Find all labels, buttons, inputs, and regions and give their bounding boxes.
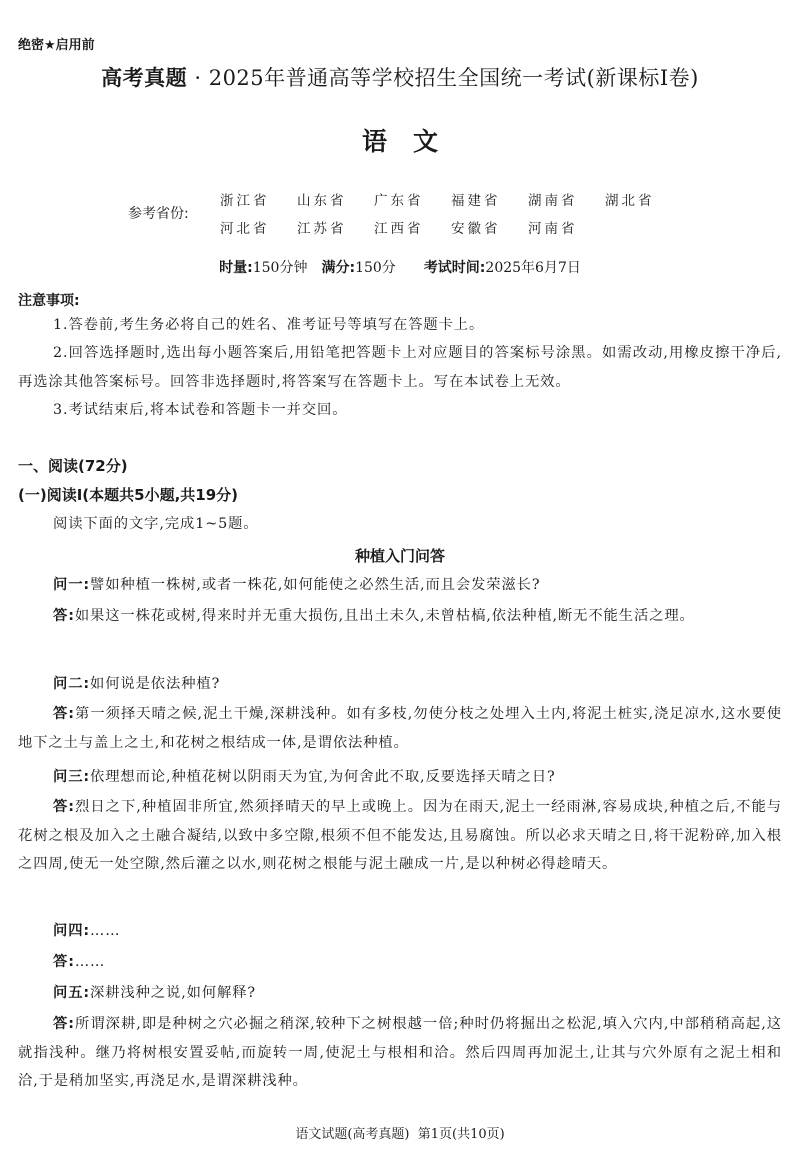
qa-answer-4 xyxy=(18,948,782,977)
qa-answer-5 xyxy=(18,1010,782,1096)
subject-title: 语文 xyxy=(361,127,464,156)
qa-answer-3 xyxy=(18,793,782,879)
reading-instruction: 阅读下面的文字,完成1~5题。 xyxy=(53,516,259,532)
exam-meta xyxy=(0,257,800,277)
province: 广东省 xyxy=(374,193,424,209)
qa-text: 依理想而论,种植花树以阴雨天为宜,为何舍此不取,反要选择天晴之日? xyxy=(90,769,556,785)
score-value: 150分 xyxy=(355,260,396,276)
qa-question-4 xyxy=(18,917,782,946)
qa-text: 如果这一株花或树,得来时并无重大损伤,且出土未久,未曾枯槁,依法种植,断无不能生活之理。 xyxy=(74,608,695,624)
qa-label: 问四: xyxy=(53,923,91,939)
subsection-heading: (一)阅读Ⅰ(本题共5小题,共19分) xyxy=(18,486,239,504)
province: 浙江省 xyxy=(220,193,270,209)
qa-text: …… xyxy=(74,954,106,970)
notice-item-3: 3.考试结束后,将本试卷和答题卡一并交回。 xyxy=(53,402,348,418)
qa-label: 答: xyxy=(53,1016,75,1032)
province: 河南省 xyxy=(528,221,578,237)
notice-item-2: 2.回答选择题时,选出每小题答案后,用铅笔把答题卡上对应题目的答案标号涂黑。如需改动,用橡皮擦干净后,再选涂其他答案标号。回答非选择题时,将答案写在答题卡上。写在本试卷上无效。 xyxy=(18,345,782,390)
province: 湖北省 xyxy=(605,193,655,209)
exam-title xyxy=(0,62,800,92)
province: 江西省 xyxy=(374,221,424,237)
qa-question-1 xyxy=(18,571,782,600)
provinces-label: 参考省份: xyxy=(128,206,189,222)
classified-label: 绝密★启用前 xyxy=(18,38,95,53)
qa-question-3 xyxy=(18,763,782,792)
duration-label: 时量: xyxy=(219,260,253,276)
qa-text: 如何说是依法种植? xyxy=(90,676,221,692)
article-title: 种植入门问答 xyxy=(354,547,445,565)
qa-text: 所谓深耕,即是种树之穴必掘之稍深,较种下之树根越一倍;种时仍将掘出之松泥,填入穴内,中部稍稍高起,这就指浅种。继乃将树根安置妥帖,而旋转一周,使泥土与根相和洽。然后四周再加泥土,让其与穴外原有之泥土相和洽,于是稍加坚实,再浇足水,是谓深耕浅种。 xyxy=(18,1016,782,1089)
qa-question-2 xyxy=(18,670,782,699)
qa-label: 问二: xyxy=(53,676,91,692)
qa-question-5 xyxy=(18,979,782,1008)
section-heading: 一、阅读(72分) xyxy=(18,457,128,475)
qa-text: 第一须择天晴之候,泥土干燥,深耕浅种。如有多枝,勿使分枝之处埋入土内,将泥土桩实,浇足凉水,这水要使地下之土与盖上之土,和花树之根结成一体,是谓依法种植。 xyxy=(18,706,782,751)
province: 湖南省 xyxy=(528,193,578,209)
province: 福建省 xyxy=(451,193,501,209)
qa-answer-1 xyxy=(18,602,782,631)
qa-answer-2 xyxy=(18,700,782,757)
provinces-row-1 xyxy=(220,189,682,209)
date-value: 2025年6月7日 xyxy=(485,260,581,276)
qa-label: 问一: xyxy=(53,577,91,593)
date-label: 考试时间: xyxy=(423,260,486,276)
exam-title-brand: 高考真题 xyxy=(101,66,188,90)
qa-text: …… xyxy=(90,923,121,939)
qa-label: 答: xyxy=(53,706,75,722)
exam-title-rest: 2025年普通高等学校招生全国统一考试(新课标Ⅰ卷) xyxy=(208,66,699,90)
exam-title-separator: · xyxy=(187,66,209,90)
qa-text: 深耕浅种之说,如何解释? xyxy=(90,985,256,1001)
provinces-row-2 xyxy=(220,217,605,237)
province: 安徽省 xyxy=(451,221,501,237)
province: 山东省 xyxy=(297,193,347,209)
notice-item-1: 1.答卷前,考生务必将自己的姓名、准考证号等填写在答题卡上。 xyxy=(53,317,485,333)
duration-value: 150分钟 xyxy=(252,260,308,276)
qa-label: 答: xyxy=(53,799,75,815)
province: 河北省 xyxy=(220,221,270,237)
notice-heading: 注意事项: xyxy=(18,293,80,309)
qa-text: 烈日之下,种植固非所宜,然须择晴天的早上或晚上。因为在雨天,泥土一经雨淋,容易成块,种植之后,不能与花树之根及加入之土融合凝结,以致中多空隙,根须不但不能发达,且易腐蚀。所以必求天晴之日,将干泥粉碎,加入根之四周,使无一处空隙,然后灌之以水,则花树之根能与泥土融成一片,是以种树必得趁晴天。 xyxy=(18,799,782,872)
page-footer: 语文试题(高考真题) 第1页(共10页) xyxy=(295,1127,505,1142)
qa-label: 答: xyxy=(53,954,75,970)
qa-label: 问五: xyxy=(53,985,91,1001)
score-label: 满分: xyxy=(321,260,356,276)
qa-text: 譬如种植一株树,或者一株花,如何能使之必然生活,而且会发荣滋长? xyxy=(90,577,541,593)
qa-label: 问三: xyxy=(53,769,91,785)
province: 江苏省 xyxy=(297,221,347,237)
qa-label: 答: xyxy=(53,608,75,624)
